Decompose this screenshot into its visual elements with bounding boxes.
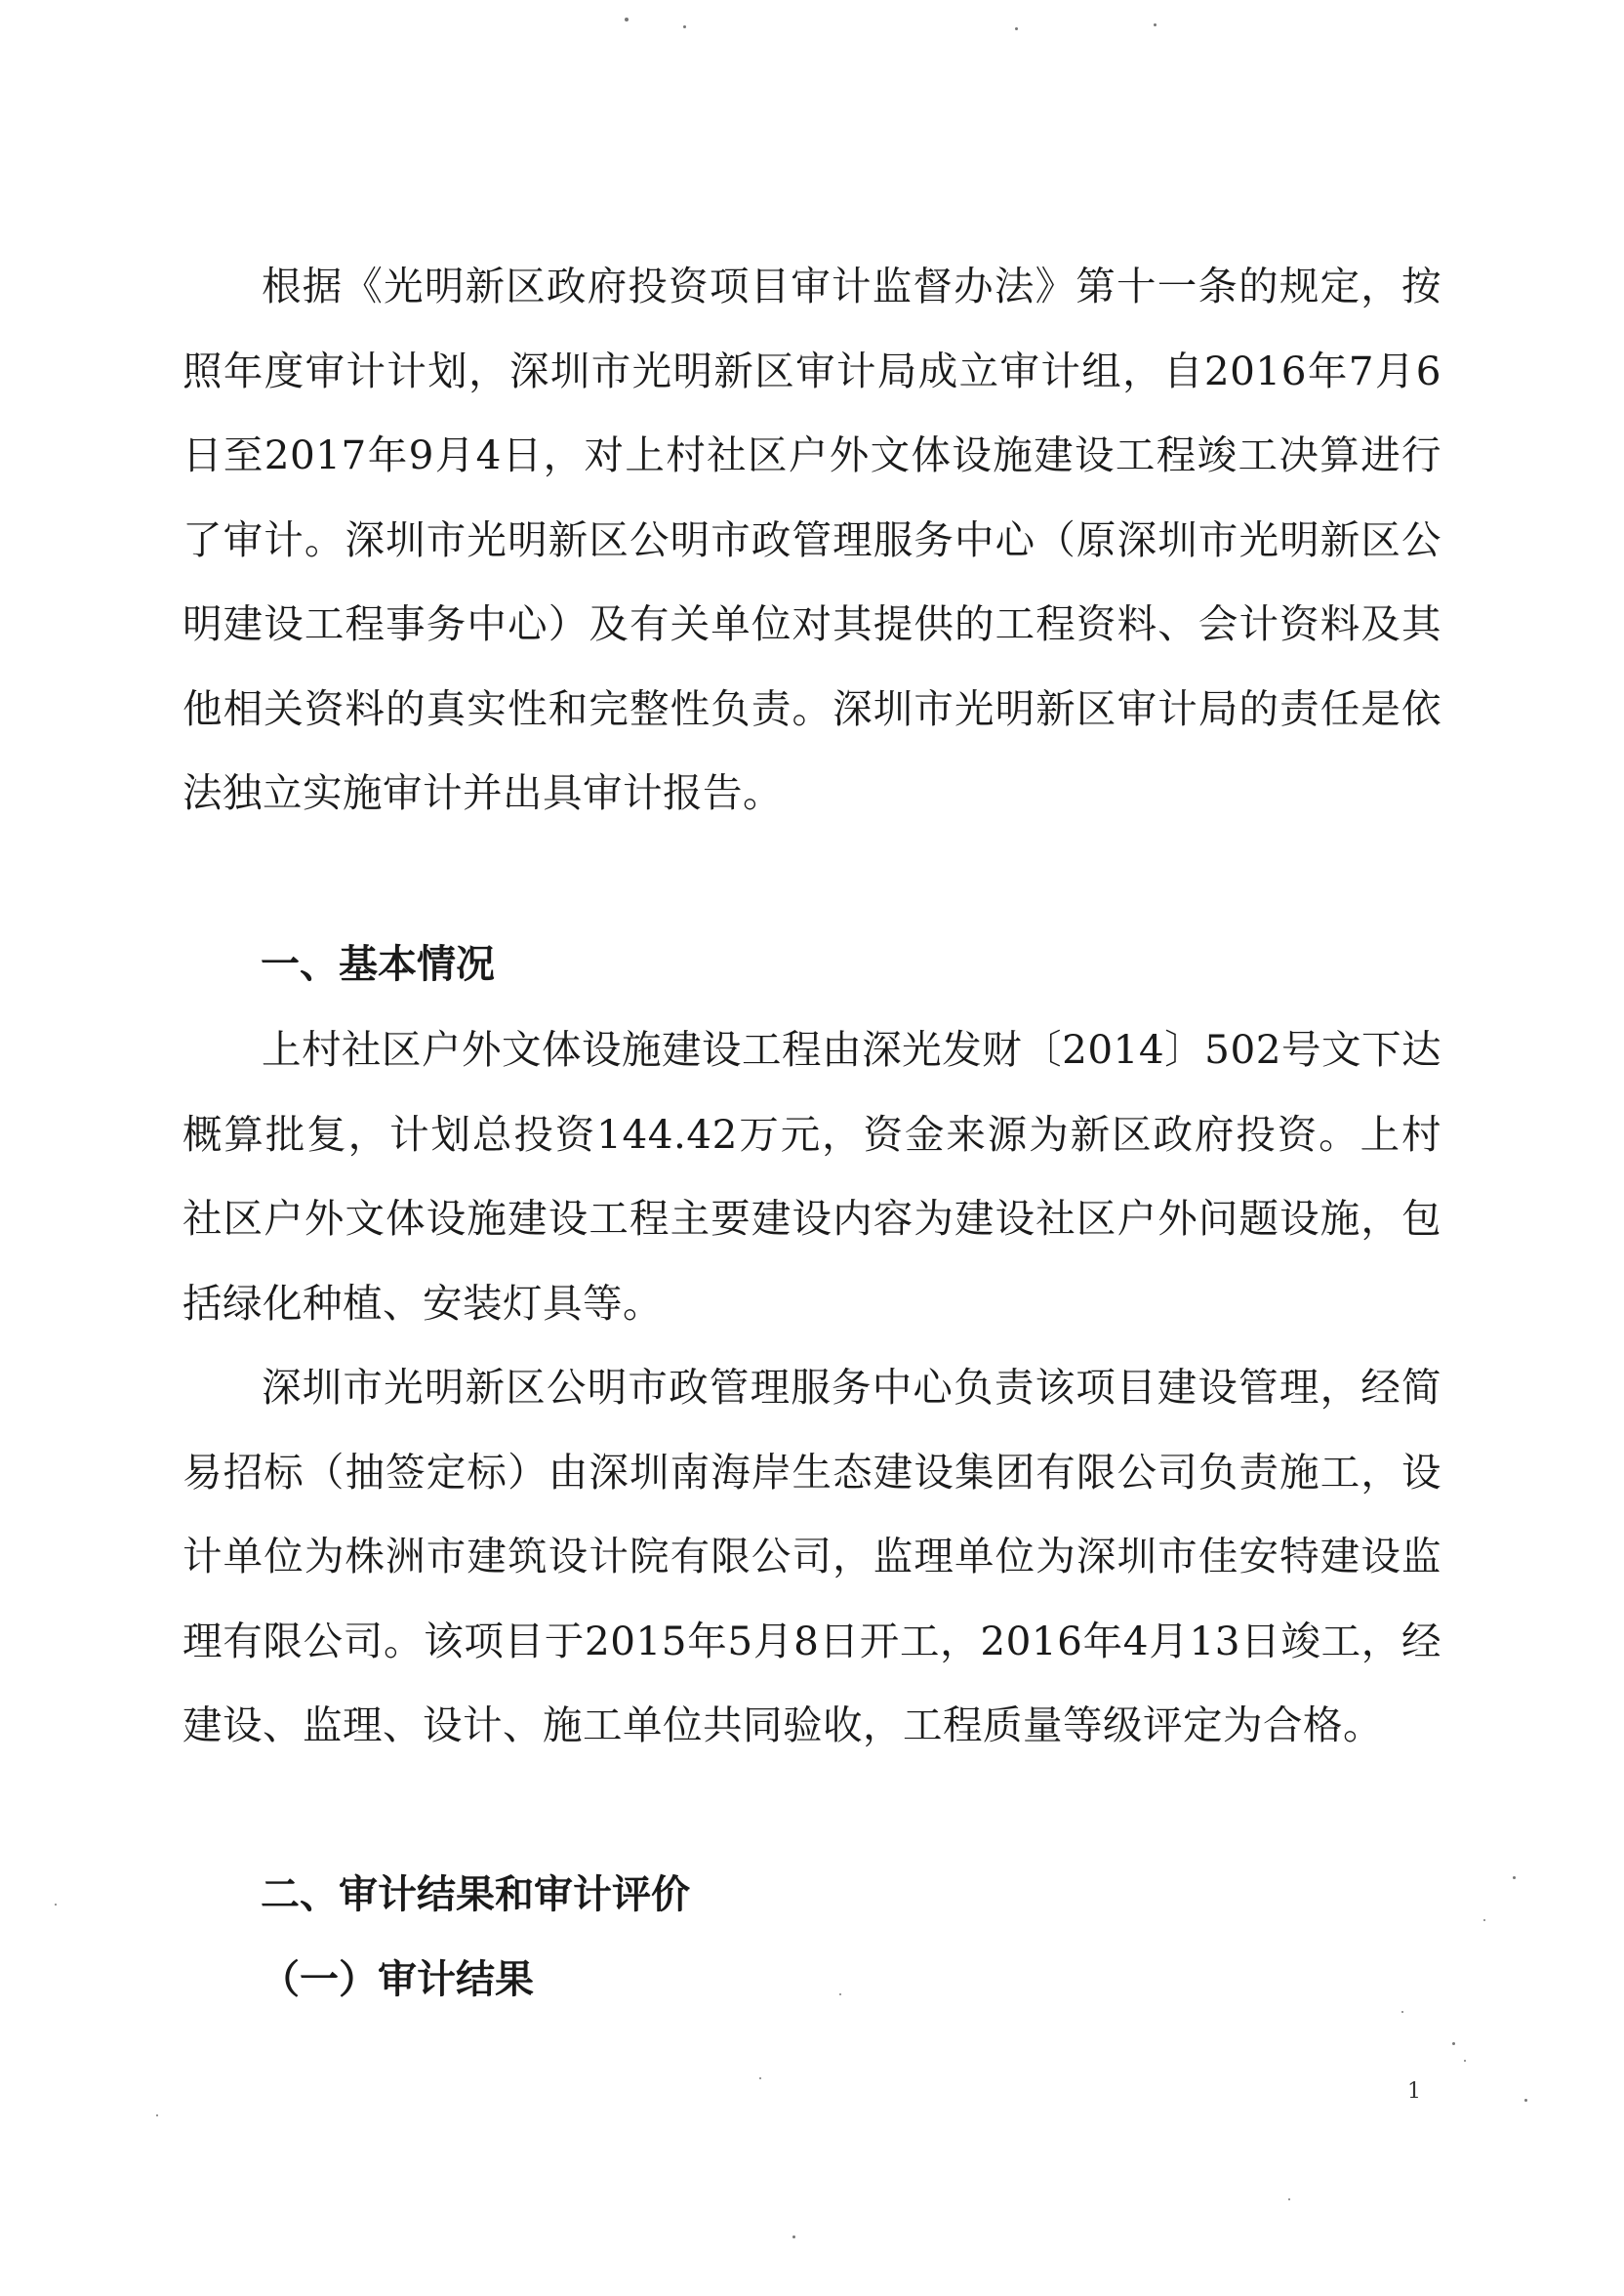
page-number: 1 [1407, 2079, 1421, 2104]
intro-paragraph: 根据《光明新区政府投资项目审计监督办法》第十一条的规定，按照年度审计计划，深圳市光明新区审计局成立审计组，自2016年7月6日至2017年9月4日，对上村社区户外文体设施建设工程竣工决算进行了审计。深圳市光明新区公明市政管理服务中心（原深圳市光明新区公明建设工程事务中心）及有关单位对其提供的工程资料、会计资料及其他相关资料的真实性和完整性负责。深圳市光明新区审计局的责任是依法独立实施审计并出具审计报告。 [183, 263, 1441, 816]
subsection-heading-audit-result: （一）审计结果 [261, 1957, 534, 2002]
scan-speck [1524, 2099, 1527, 2102]
scan-speck [1513, 1876, 1516, 1879]
section-heading-basic-info: 一、基本情况 [261, 942, 495, 987]
scan-speck [156, 2114, 158, 2116]
scan-speck [55, 1904, 57, 1906]
scan-speck [839, 1993, 841, 1995]
scan-speck [792, 2235, 795, 2238]
section-heading-audit-results: 二、审计结果和审计评价 [261, 1872, 690, 1917]
scan-speck [759, 2077, 761, 2079]
scan-speck [625, 18, 629, 21]
scan-speck [1464, 2060, 1466, 2062]
scan-speck [1401, 2011, 1403, 2013]
scan-speck [1154, 23, 1157, 26]
management-paragraph: 深圳市光明新区公明市政管理服务中心负责该项目建设管理，经简易招标（抽签定标）由深圳南海岸生态建设集团有限公司负责施工，设计单位为株洲市建筑设计院有限公司，监理单位为深圳市佳安特建设监理有限公司。该项目于2015年5月8日开工，2016年4月13日竣工，经建设、监理、设计、施工单位共同验收，工程质量等级评定为合格。 [183, 1364, 1441, 1748]
scan-speck [1483, 1919, 1485, 1921]
basic-info-paragraph: 上村社区户外文体设施建设工程由深光发财〔2014〕502号文下达概算批复，计划总投资144.42万元，资金来源为新区政府投资。上村社区户外文体设施建设工程主要建设内容为建设社区户外问题设施，包括绿化种植、安装灯具等。 [183, 1026, 1441, 1327]
scan-speck [1452, 2042, 1455, 2045]
scan-speck [683, 25, 686, 28]
scan-speck [1015, 27, 1018, 30]
scan-speck [1288, 2198, 1290, 2200]
